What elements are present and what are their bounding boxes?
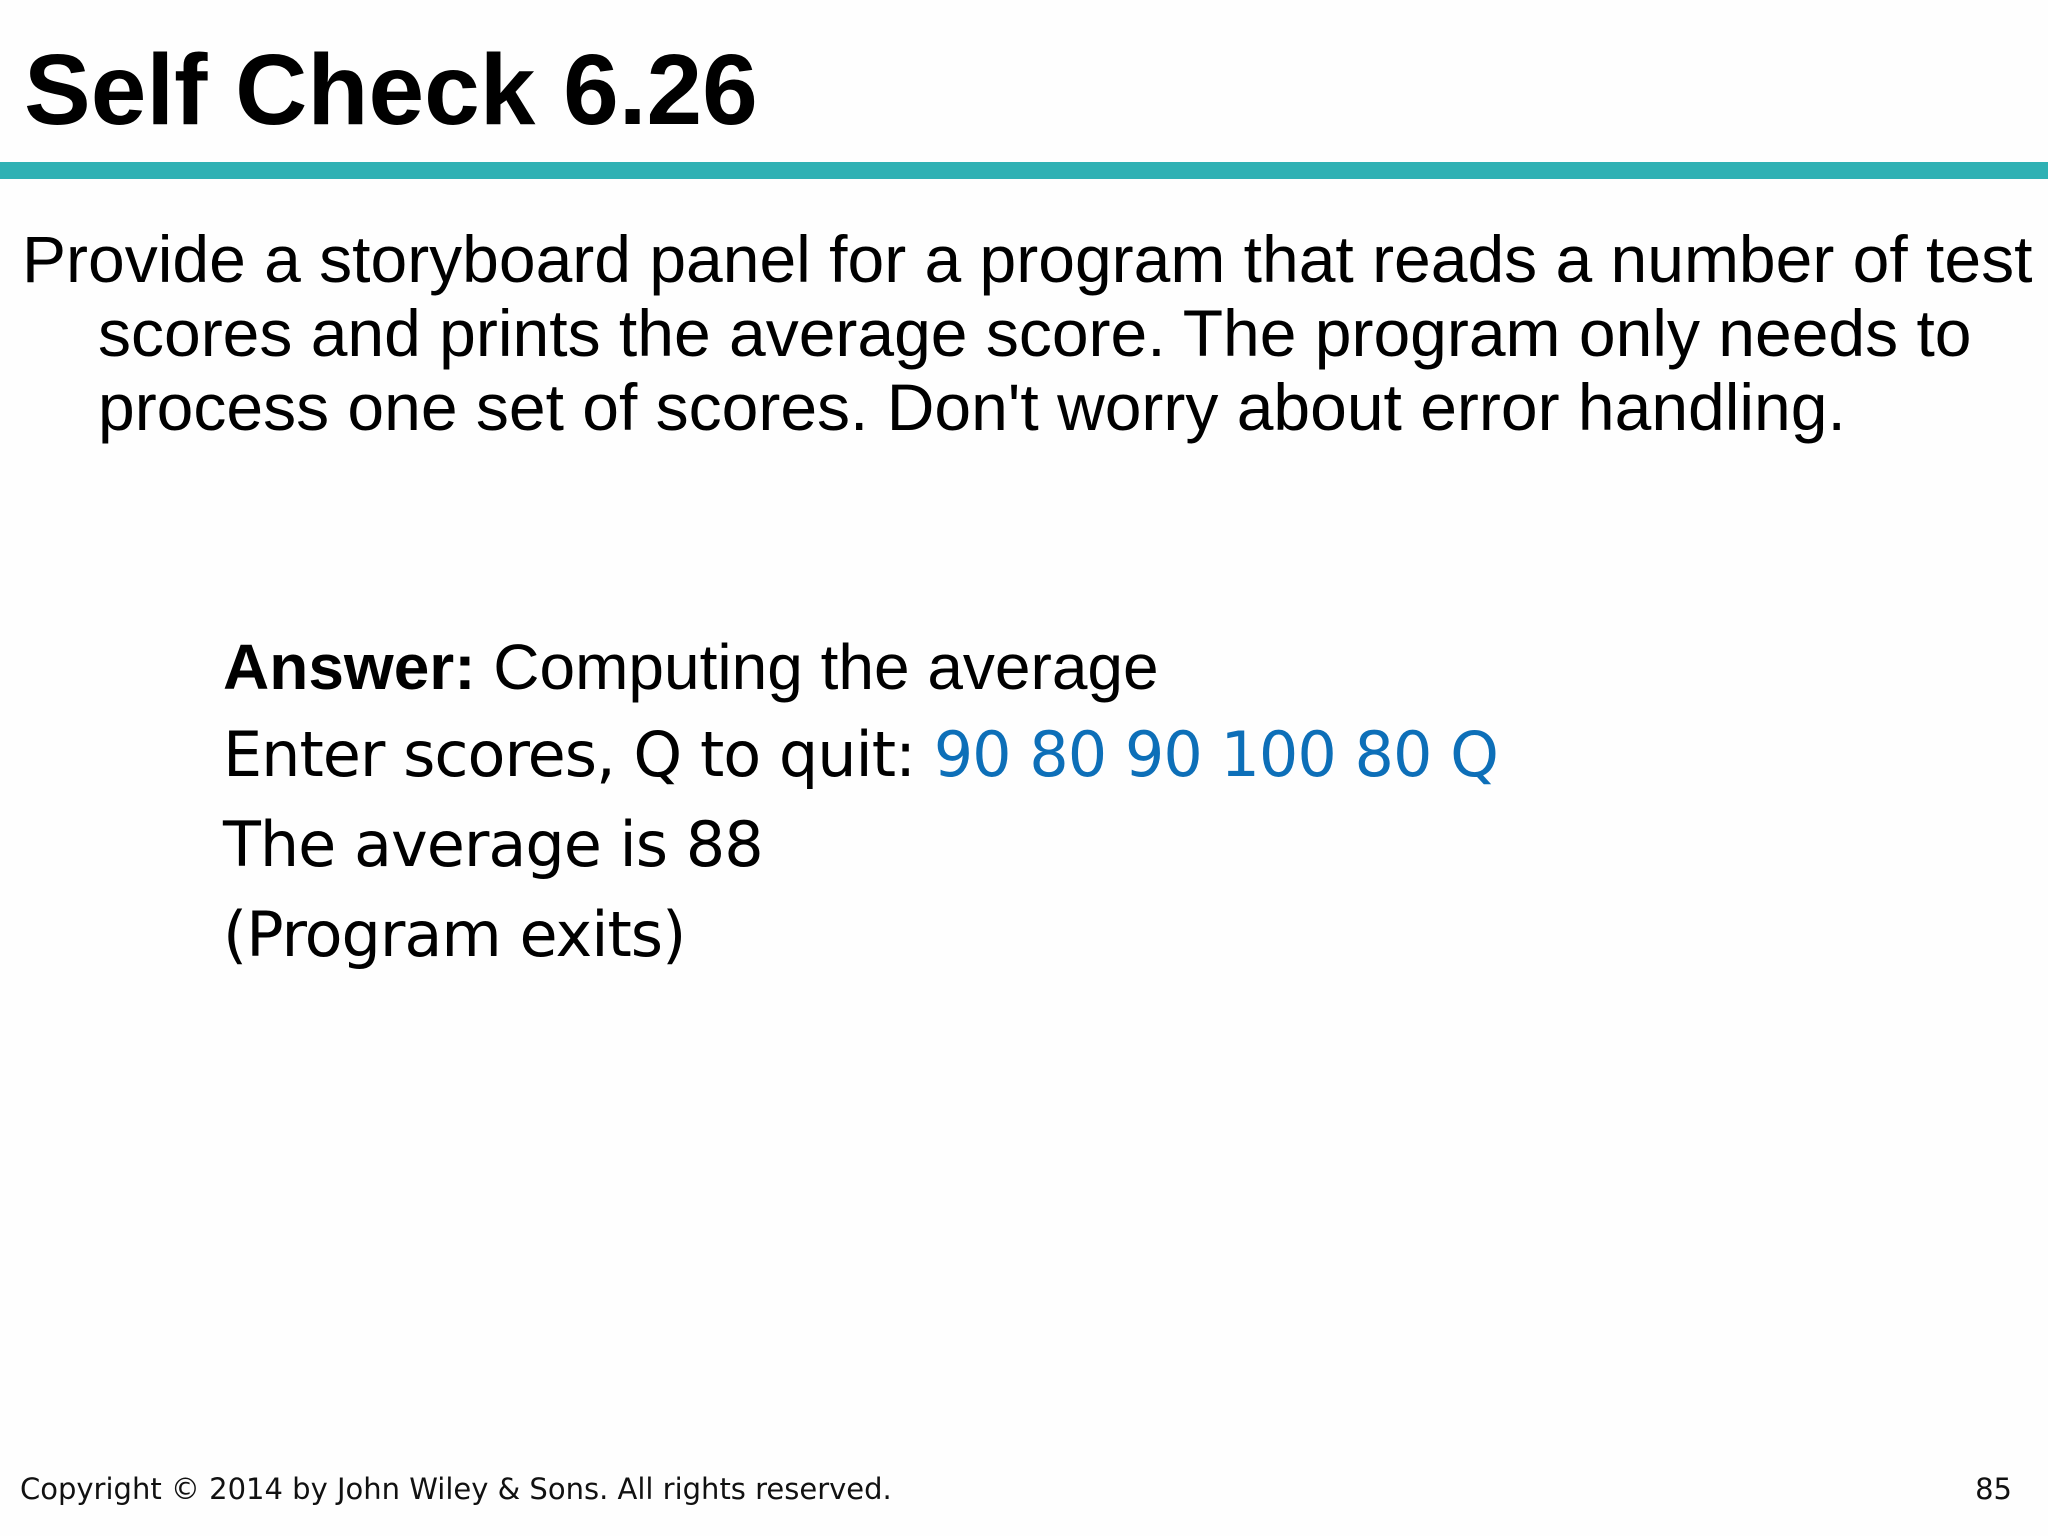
answer-heading: Computing the average [475, 631, 1159, 703]
answer-label: Answer: [223, 631, 476, 703]
console-prompt-line [223, 710, 2003, 800]
answer-block [223, 624, 2003, 980]
console-user-input: 90 80 90 100 80 Q [933, 718, 1498, 791]
console-exit-note: (Program exits) [223, 898, 686, 971]
console-result: The average is 88 [223, 808, 763, 881]
console-prompt: Enter scores, Q to quit: [223, 718, 934, 791]
title-divider [0, 162, 2048, 179]
page-number: 85 [1975, 1472, 2012, 1506]
slide-title: Self Check 6.26 [24, 34, 758, 146]
question-text: Provide a storyboard panel for a program that reads a number of test scores and prints the average score. The program only needs to process one set of scores. Don't worry about error handling. [22, 222, 2033, 444]
answer-heading-line [223, 624, 2003, 710]
copyright-footer: Copyright © 2014 by John Wiley & Sons. All rights reserved. [20, 1472, 892, 1506]
